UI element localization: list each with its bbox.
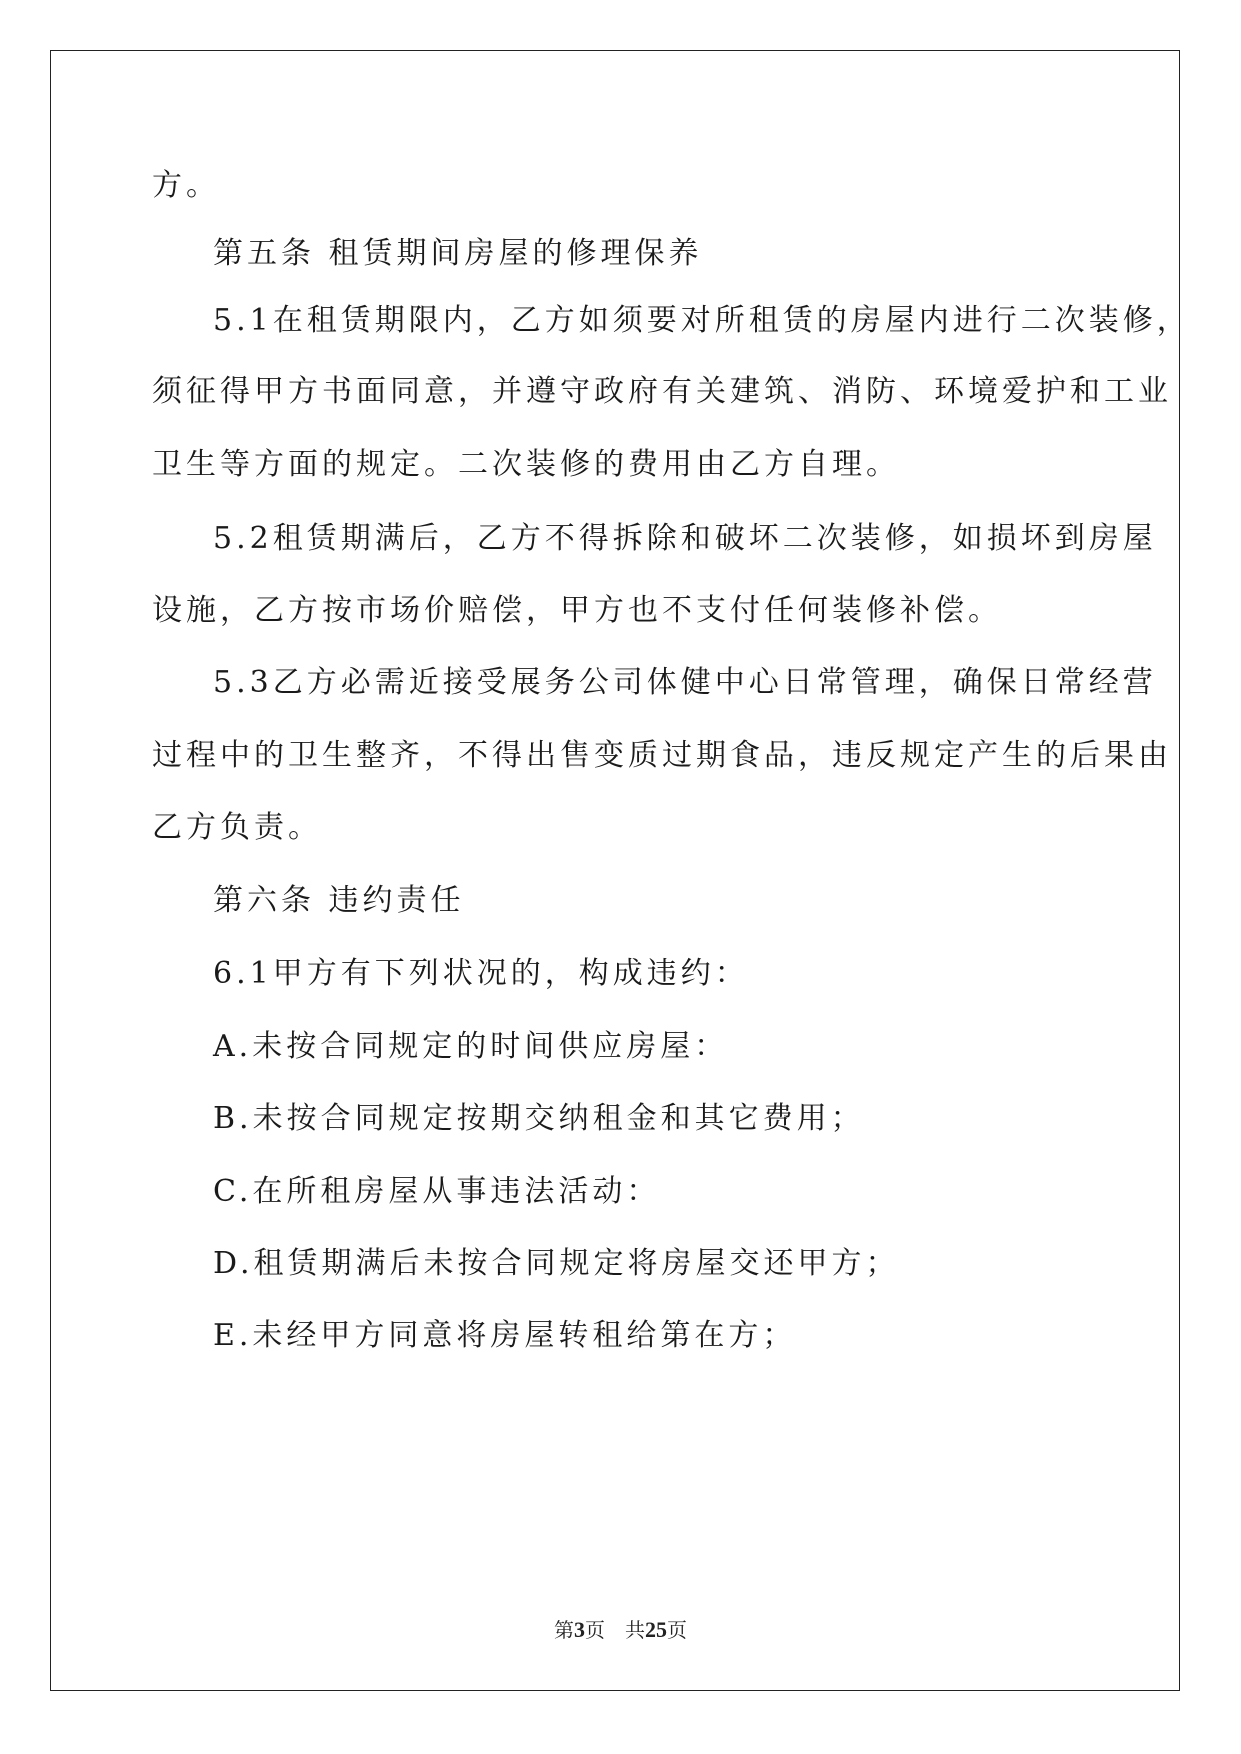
section-heading: 第六条 违约责任	[213, 883, 465, 918]
list-item: B.未按合同规定按期交纳租金和其它费用；	[213, 1101, 865, 1136]
list-item: C.在所租房屋从事违法活动：	[213, 1174, 661, 1209]
text-line: 方。	[152, 168, 220, 203]
page-number: 3	[574, 1617, 585, 1642]
total-prefix: 共	[625, 1620, 645, 1642]
text-line: 过程中的卫生整齐，不得出售变质过期食品，违反规定产生的后果由	[152, 738, 1172, 773]
list-item: A.未按合同规定的时间供应房屋：	[213, 1029, 729, 1064]
text-line: 设施，乙方按市场价赔偿，甲方也不支付任何装修补偿。	[152, 593, 1002, 628]
page-border	[50, 50, 1180, 1691]
page-prefix: 第	[554, 1620, 574, 1642]
text-line: 5.3乙方必需近接受展务公司体健中心日常管理，确保日常经营	[213, 665, 1157, 700]
list-item: E.未经甲方同意将房屋转租给第在方；	[213, 1318, 797, 1353]
text-line: 卫生等方面的规定。二次装修的费用由乙方自理。	[152, 447, 900, 482]
text-line: 乙方负责。	[152, 810, 322, 845]
total-pages: 25	[645, 1617, 667, 1642]
section-heading: 第五条 租赁期间房屋的修理保养	[213, 236, 703, 271]
page-suffix: 页	[585, 1620, 605, 1642]
total-suffix: 页	[667, 1620, 687, 1642]
list-item: D.租赁期满后未按合同规定将房屋交还甲方；	[213, 1246, 900, 1281]
text-line: 5.1在租赁期限内，乙方如须要对所租赁的房屋内进行二次装修，	[213, 303, 1191, 338]
text-line: 须征得甲方书面同意，并遵守政府有关建筑、消防、环境爱护和工业	[152, 374, 1172, 409]
text-line: 5.2租赁期满后，乙方不得拆除和破坏二次装修，如损坏到房屋	[213, 521, 1157, 556]
page-footer	[0, 1614, 1241, 1643]
text-line: 6.1甲方有下列状况的，构成违约：	[213, 956, 749, 991]
